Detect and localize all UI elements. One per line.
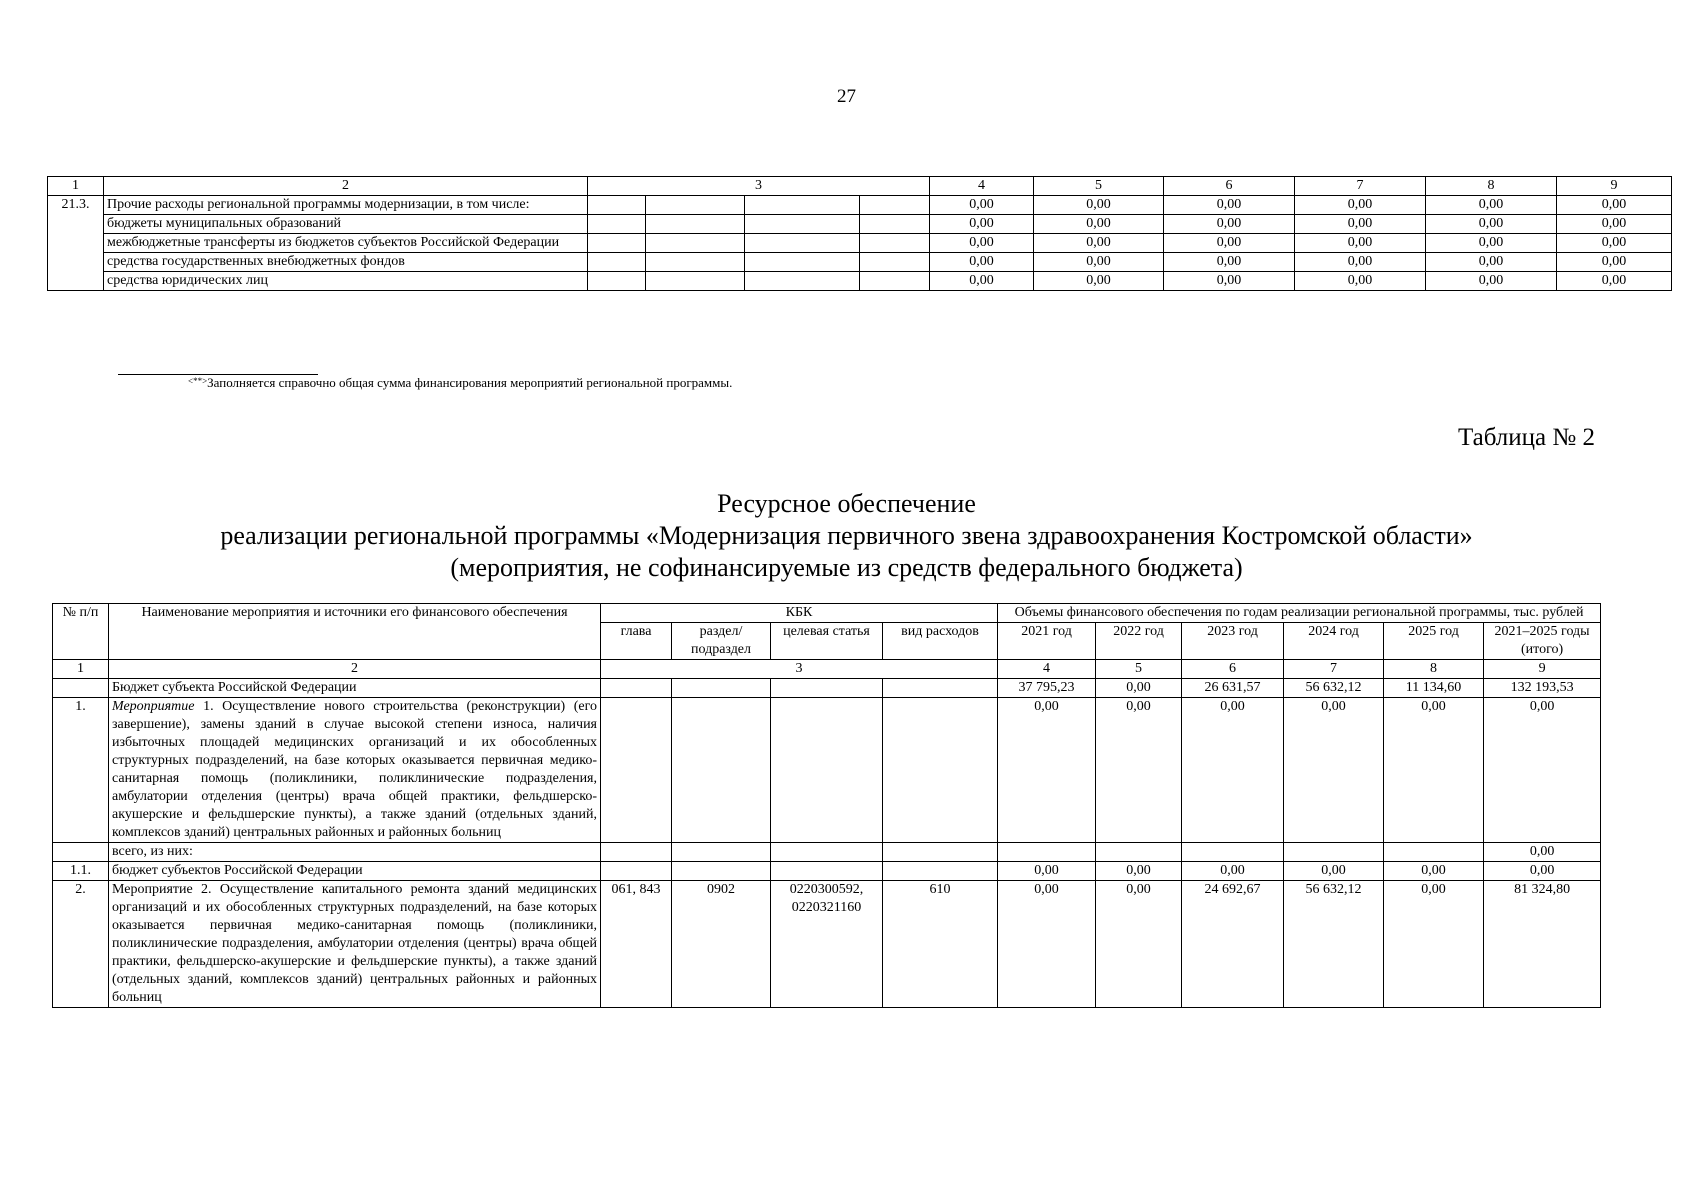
value-cell: 0,00 bbox=[1096, 862, 1182, 881]
header-2021: 2021 год bbox=[998, 623, 1096, 660]
kbk-cell bbox=[672, 698, 771, 843]
value-cell: 0,00 bbox=[1182, 698, 1284, 843]
table-caption: Таблица № 2 bbox=[1457, 424, 1595, 451]
document-heading bbox=[0, 488, 1693, 584]
col-number: 8 bbox=[1426, 177, 1557, 196]
value-cell: 0,00 bbox=[1426, 272, 1557, 291]
kbk-cell bbox=[646, 234, 745, 253]
value-cell: 0,00 bbox=[1284, 862, 1384, 881]
kbk-cell bbox=[588, 253, 646, 272]
heading-line-1: Ресурсное обеспечение bbox=[717, 489, 976, 518]
row-name: Прочие расходы региональной программы модернизации, в том числе: bbox=[104, 196, 588, 215]
value-cell: 0,00 bbox=[1557, 196, 1672, 215]
col-number: 3 bbox=[601, 660, 998, 679]
col-number: 6 bbox=[1182, 660, 1284, 679]
header-celevaya: целевая статья bbox=[771, 623, 883, 660]
row-name: бюджеты муниципальных образований bbox=[104, 215, 588, 234]
kbk-celevaya: 0220300592, 0220321160 bbox=[771, 881, 883, 1008]
col-number: 4 bbox=[998, 660, 1096, 679]
row-name: средства юридических лиц bbox=[104, 272, 588, 291]
value-cell: 0,00 bbox=[1484, 862, 1601, 881]
value-cell: 37 795,23 bbox=[998, 679, 1096, 698]
value-cell: 0,00 bbox=[1557, 253, 1672, 272]
col-number: 5 bbox=[1096, 660, 1182, 679]
value-cell bbox=[1284, 843, 1384, 862]
col-number: 3 bbox=[588, 177, 930, 196]
col-number: 8 bbox=[1384, 660, 1484, 679]
header-glava: глава bbox=[601, 623, 672, 660]
table-row-measure-2 bbox=[53, 881, 1601, 1008]
value-cell: 0,00 bbox=[1034, 196, 1164, 215]
kbk-cell bbox=[672, 862, 771, 881]
col-number: 5 bbox=[1034, 177, 1164, 196]
kbk-cell bbox=[588, 272, 646, 291]
value-cell: 81 324,80 bbox=[1484, 881, 1601, 1008]
kbk-cell bbox=[883, 843, 998, 862]
value-cell: 0,00 bbox=[930, 234, 1034, 253]
value-cell: 56 632,12 bbox=[1284, 679, 1384, 698]
kbk-cell bbox=[745, 196, 860, 215]
value-cell: 11 134,60 bbox=[1384, 679, 1484, 698]
row-name: всего, из них: bbox=[109, 843, 601, 862]
value-cell: 26 631,57 bbox=[1182, 679, 1284, 698]
value-cell bbox=[1182, 843, 1284, 862]
kbk-vid: 610 bbox=[883, 881, 998, 1008]
value-cell: 0,00 bbox=[1164, 234, 1295, 253]
value-cell: 0,00 bbox=[1426, 196, 1557, 215]
value-cell: 0,00 bbox=[930, 272, 1034, 291]
value-cell: 0,00 bbox=[1034, 253, 1164, 272]
value-cell: 0,00 bbox=[1164, 272, 1295, 291]
value-cell: 0,00 bbox=[1426, 215, 1557, 234]
table-row-budget bbox=[53, 679, 1601, 698]
kbk-cell bbox=[601, 698, 672, 843]
value-cell: 0,00 bbox=[1384, 862, 1484, 881]
kbk-cell bbox=[646, 196, 745, 215]
header-kbk: КБК bbox=[601, 604, 998, 623]
col-number: 9 bbox=[1557, 177, 1672, 196]
heading-line-3: (мероприятия, не софинансируемые из средств федерального бюджета) bbox=[450, 553, 1243, 582]
kbk-cell bbox=[860, 196, 930, 215]
kbk-cell bbox=[588, 196, 646, 215]
table-row-total-of bbox=[53, 843, 1601, 862]
kbk-cell bbox=[860, 215, 930, 234]
kbk-cell bbox=[646, 215, 745, 234]
row-name: бюджет субъектов Российской Федерации bbox=[109, 862, 601, 881]
kbk-cell bbox=[771, 862, 883, 881]
kbk-cell bbox=[588, 234, 646, 253]
value-cell: 0,00 bbox=[1096, 881, 1182, 1008]
table-row bbox=[48, 253, 1672, 272]
table-row-1-1 bbox=[53, 862, 1601, 881]
value-cell: 0,00 bbox=[998, 698, 1096, 843]
table-1-column-numbers-row bbox=[48, 177, 1672, 196]
col-number: 9 bbox=[1484, 660, 1601, 679]
table-row bbox=[48, 215, 1672, 234]
value-cell: 0,00 bbox=[1182, 862, 1284, 881]
header-2025: 2025 год bbox=[1384, 623, 1484, 660]
value-cell: 0,00 bbox=[1034, 215, 1164, 234]
value-cell: 0,00 bbox=[1034, 234, 1164, 253]
table-row bbox=[48, 234, 1672, 253]
value-cell: 0,00 bbox=[930, 253, 1034, 272]
value-cell: 0,00 bbox=[1295, 234, 1426, 253]
row-name-text: 1. Осуществление нового строительства (реконструкции) (его завершение), замены зданий в случае высокой степени износа, наличия избыточных площадей медицинских организаций и их обособленных структурных подразделений, на базе которых оказывается первичная медико-санитарная помощь (поликлиники, поликлинические подразделения, амбулатории отделения (центры) врача общей практики, фельдшерско-акушерские и фельдшерские пункты), а также зданий (отдельных зданий, комплексов зданий) центральных районных и районных больниц bbox=[112, 699, 597, 840]
kbk-cell bbox=[601, 679, 672, 698]
value-cell: 0,00 bbox=[1557, 234, 1672, 253]
row-number: 1.1. bbox=[53, 862, 109, 881]
kbk-glava: 061, 843 bbox=[601, 881, 672, 1008]
header-number: № п/п bbox=[53, 604, 109, 660]
kbk-cell bbox=[860, 234, 930, 253]
value-cell: 0,00 bbox=[1096, 698, 1182, 843]
value-cell: 0,00 bbox=[1557, 272, 1672, 291]
table-row bbox=[48, 196, 1672, 215]
value-cell bbox=[1096, 843, 1182, 862]
row-number: 21.3. bbox=[48, 196, 104, 291]
header-volumes: Объемы финансового обеспечения по годам реализации региональной программы, тыс. рублей bbox=[998, 604, 1601, 623]
page-number: 27 bbox=[837, 86, 856, 107]
kbk-cell bbox=[771, 698, 883, 843]
kbk-cell bbox=[672, 843, 771, 862]
value-cell: 24 692,67 bbox=[1182, 881, 1284, 1008]
kbk-cell bbox=[771, 843, 883, 862]
value-cell: 0,00 bbox=[998, 881, 1096, 1008]
col-number: 6 bbox=[1164, 177, 1295, 196]
kbk-cell bbox=[745, 234, 860, 253]
kbk-cell bbox=[672, 679, 771, 698]
header-2023: 2023 год bbox=[1182, 623, 1284, 660]
row-name: межбюджетные трансферты из бюджетов субъектов Российской Федерации bbox=[104, 234, 588, 253]
col-number: 7 bbox=[1295, 177, 1426, 196]
kbk-cell bbox=[883, 862, 998, 881]
value-cell: 0,00 bbox=[1295, 196, 1426, 215]
header-total: 2021–2025 годы (итого) bbox=[1484, 623, 1601, 660]
header-razdel: раздел/ подраздел bbox=[672, 623, 771, 660]
value-cell: 0,00 bbox=[1096, 679, 1182, 698]
kbk-cell bbox=[601, 862, 672, 881]
header-vid: вид расходов bbox=[883, 623, 998, 660]
value-cell: 0,00 bbox=[1034, 272, 1164, 291]
kbk-cell bbox=[883, 679, 998, 698]
row-name-prefix: Мероприятие bbox=[112, 699, 195, 714]
heading-line-2: реализации региональной программы «Модернизация первичного звена здравоохранения Костромской области» bbox=[220, 521, 1473, 550]
value-cell: 0,00 bbox=[1295, 272, 1426, 291]
kbk-cell bbox=[883, 698, 998, 843]
value-cell: 0,00 bbox=[998, 862, 1096, 881]
table-2-resource-provision bbox=[52, 603, 1601, 1008]
value-cell: 0,00 bbox=[1164, 196, 1295, 215]
row-number: 2. bbox=[53, 881, 109, 1008]
col-number: 1 bbox=[48, 177, 104, 196]
kbk-cell bbox=[745, 215, 860, 234]
col-number: 2 bbox=[104, 177, 588, 196]
header-name: Наименование мероприятия и источники его финансового обеспечения bbox=[109, 604, 601, 660]
header-2022: 2022 год bbox=[1096, 623, 1182, 660]
value-cell: 0,00 bbox=[1557, 215, 1672, 234]
value-cell: 0,00 bbox=[1484, 698, 1601, 843]
value-cell: 0,00 bbox=[1484, 843, 1601, 862]
value-cell bbox=[1384, 843, 1484, 862]
row-number: 1. bbox=[53, 698, 109, 843]
kbk-cell bbox=[646, 272, 745, 291]
kbk-cell bbox=[588, 215, 646, 234]
footnote-marker: <**> bbox=[188, 376, 208, 386]
row-name: Мероприятие 2. Осуществление капитального ремонта зданий медицинских организаций и их обособленных структурных подразделений, на базе которых оказывается первичная медико-санитарная помощь (поликлиники, поликлинические подразделения, амбулатории отделения (центры) врача общей практики, фельдшерско-акушерские и фельдшерские пункты), а также зданий (отдельных зданий, комплексов зданий) центральных районных и районных больниц bbox=[109, 881, 601, 1008]
kbk-cell bbox=[745, 272, 860, 291]
col-number: 7 bbox=[1284, 660, 1384, 679]
value-cell: 0,00 bbox=[1384, 881, 1484, 1008]
row-name: средства государственных внебюджетных фондов bbox=[104, 253, 588, 272]
value-cell: 56 632,12 bbox=[1284, 881, 1384, 1008]
col-number: 4 bbox=[930, 177, 1034, 196]
row-number bbox=[53, 843, 109, 862]
row-name bbox=[109, 698, 601, 843]
row-name: Бюджет субъекта Российской Федерации bbox=[109, 679, 601, 698]
value-cell: 132 193,53 bbox=[1484, 679, 1601, 698]
value-cell: 0,00 bbox=[1426, 234, 1557, 253]
table-1-continuation bbox=[47, 176, 1672, 291]
kbk-razdel: 0902 bbox=[672, 881, 771, 1008]
value-cell: 0,00 bbox=[1384, 698, 1484, 843]
header-2024: 2024 год bbox=[1284, 623, 1384, 660]
value-cell: 0,00 bbox=[1164, 215, 1295, 234]
kbk-cell bbox=[646, 253, 745, 272]
col-number: 2 bbox=[109, 660, 601, 679]
footnote bbox=[188, 374, 732, 392]
value-cell: 0,00 bbox=[1426, 253, 1557, 272]
col-number: 1 bbox=[53, 660, 109, 679]
value-cell: 0,00 bbox=[1164, 253, 1295, 272]
table-2-header-row bbox=[53, 604, 1601, 623]
kbk-cell bbox=[745, 253, 860, 272]
table-2-column-numbers-row bbox=[53, 660, 1601, 679]
table-row-measure-1 bbox=[53, 698, 1601, 843]
kbk-cell bbox=[860, 272, 930, 291]
row-number bbox=[53, 679, 109, 698]
value-cell: 0,00 bbox=[1295, 253, 1426, 272]
footnote-text: Заполняется справочно общая сумма финансирования мероприятий региональной программы. bbox=[207, 375, 733, 390]
value-cell: 0,00 bbox=[930, 215, 1034, 234]
value-cell: 0,00 bbox=[930, 196, 1034, 215]
value-cell: 0,00 bbox=[1284, 698, 1384, 843]
kbk-cell bbox=[601, 843, 672, 862]
kbk-cell bbox=[771, 679, 883, 698]
value-cell: 0,00 bbox=[1295, 215, 1426, 234]
value-cell bbox=[998, 843, 1096, 862]
kbk-cell bbox=[860, 253, 930, 272]
table-row bbox=[48, 272, 1672, 291]
